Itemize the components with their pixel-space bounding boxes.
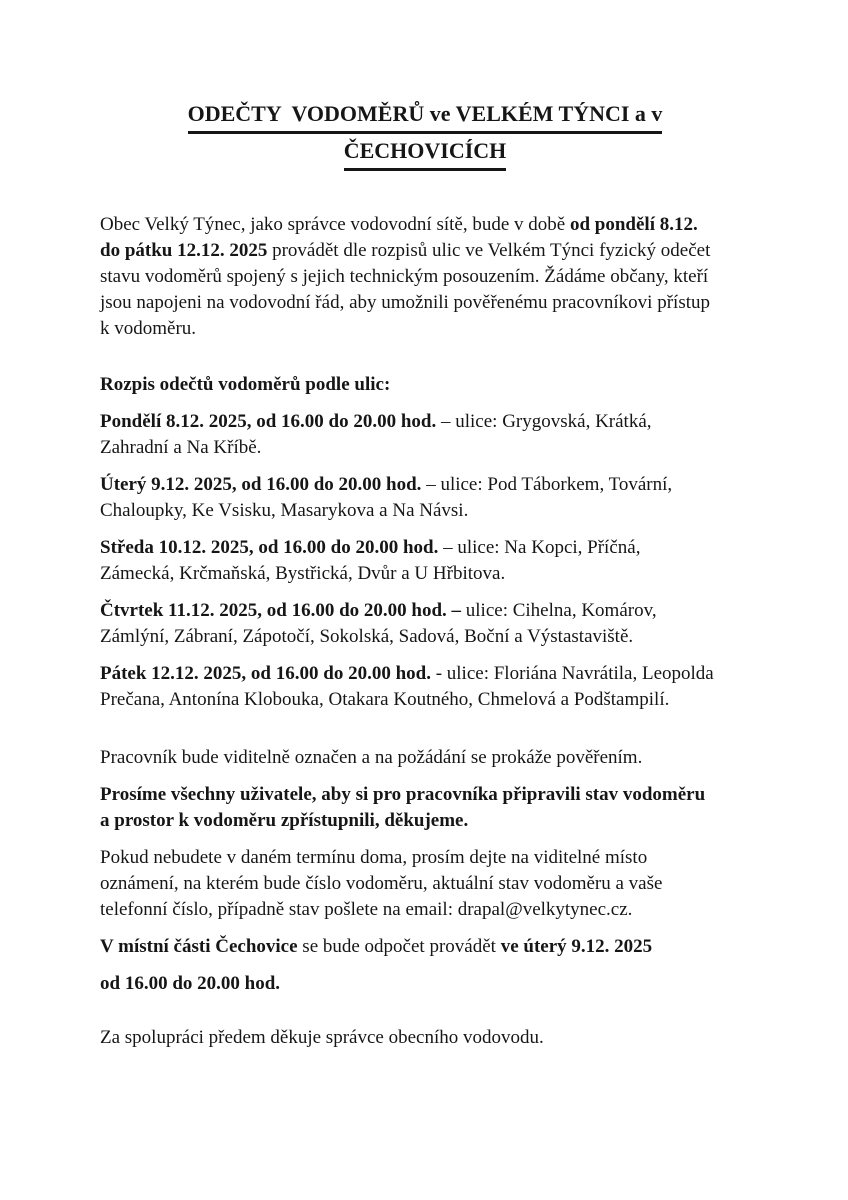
bold-text-run: ve úterý 9.12. 2025 bbox=[500, 936, 653, 957]
text-line bbox=[100, 871, 750, 897]
text-line bbox=[100, 661, 750, 687]
text-run: Zahradní a Na Kříbě. bbox=[100, 437, 262, 458]
schedule-thursday bbox=[100, 598, 750, 650]
text-run: Obec Velký Týnec, jako správce vodovodní sítě, bude v době bbox=[100, 214, 570, 235]
bold-text-run: Čtvrtek 11.12. 2025, od 16.00 do 20.00 hod. – bbox=[100, 600, 462, 621]
worker-id-paragraph bbox=[100, 745, 750, 771]
text-run: provádět dle rozpisů ulic ve Velkém Týnci fyzický odečet bbox=[267, 240, 711, 261]
text-line bbox=[100, 845, 750, 871]
absence-instructions-paragraph bbox=[100, 845, 750, 923]
bold-text-run: a prostor k vodoměru zpřístupnili, děkujeme. bbox=[100, 810, 469, 831]
text-line bbox=[100, 561, 750, 587]
text-run: – ulice: Na Kopci, Příčná, bbox=[438, 537, 641, 558]
bold-text-run: od 16.00 do 20.00 hod. bbox=[100, 973, 281, 994]
schedule-heading bbox=[100, 372, 750, 398]
intro-paragraph bbox=[100, 212, 750, 342]
text-run: – ulice: Pod Táborkem, Tovární, bbox=[421, 474, 673, 495]
text-run: se bude odpočet provádět bbox=[297, 936, 501, 957]
text-run: ulice: Cihelna, Komárov, bbox=[461, 600, 657, 621]
bold-text-run: Prosíme všechny uživatele, aby si pro pracovníka připravili stav vodoměru bbox=[100, 784, 706, 805]
text-line bbox=[100, 782, 750, 808]
cechovice-paragraph bbox=[100, 934, 750, 960]
text-run: jsou napojeni na vodovodní řád, aby umožnili pověřenému pracovníkovi přístup bbox=[100, 292, 710, 313]
document-body bbox=[100, 212, 750, 1051]
bold-text-run: od pondělí 8.12. bbox=[569, 214, 698, 235]
text-run: Zámecká, Krčmaňská, Bystřická, Dvůr a U Hřbitova. bbox=[100, 563, 506, 584]
document-title bbox=[100, 97, 750, 171]
text-line bbox=[100, 212, 750, 238]
text-run: Zámlýní, Zábraní, Zápotočí, Sokolská, Sadová, Boční a Výstastaviště. bbox=[100, 626, 634, 647]
cechovice-time-paragraph bbox=[100, 971, 750, 997]
bold-text-run: do pátku 12.12. 2025 bbox=[100, 240, 268, 261]
document-title-line: ODEČTY VODOMĚRŮ ve VELKÉM TÝNCI a v bbox=[100, 97, 750, 134]
request-paragraph bbox=[100, 782, 750, 834]
text-line bbox=[100, 624, 750, 650]
text-run: Za spolupráci předem děkuje správce obecního vodovodu. bbox=[100, 1027, 544, 1048]
text-run: – ulice: Grygovská, Krátká, bbox=[436, 411, 652, 432]
text-line bbox=[100, 409, 750, 435]
text-line bbox=[100, 808, 750, 834]
text-line bbox=[100, 745, 750, 771]
text-run: telefonní číslo, případně stav pošlete na email: drapal@velkytynec.cz. bbox=[100, 899, 633, 920]
text-line bbox=[100, 372, 750, 398]
schedule-tuesday bbox=[100, 472, 750, 524]
text-line bbox=[100, 498, 750, 524]
text-line bbox=[100, 472, 750, 498]
schedule-friday bbox=[100, 661, 750, 713]
bold-text-run: Pátek 12.12. 2025, od 16.00 do 20.00 hod. bbox=[100, 663, 431, 684]
text-line bbox=[100, 290, 750, 316]
bold-text-run: V místní části Čechovice bbox=[100, 936, 298, 957]
bold-text-run: Středa 10.12. 2025, od 16.00 do 20.00 hod. bbox=[100, 537, 439, 558]
text-line bbox=[100, 934, 750, 960]
bold-text-run: Úterý 9.12. 2025, od 16.00 do 20.00 hod. bbox=[100, 474, 422, 495]
bold-text-run: Rozpis odečtů vodoměrů podle ulic: bbox=[100, 374, 391, 395]
text-line bbox=[100, 687, 750, 713]
closing-paragraph bbox=[100, 1025, 750, 1051]
text-run: Pracovník bude viditelně označen a na požádání se prokáže pověřením. bbox=[100, 747, 643, 768]
text-run: Chaloupky, Ke Vsisku, Masarykova a Na Návsi. bbox=[100, 500, 469, 521]
text-line bbox=[100, 316, 750, 342]
text-run: Pokud nebudete v daném termínu doma, prosím dejte na viditelné místo bbox=[100, 847, 648, 868]
text-run: - ulice: Floriána Navrátila, Leopolda bbox=[430, 663, 714, 684]
text-line bbox=[100, 535, 750, 561]
text-line bbox=[100, 897, 750, 923]
text-run: Prečana, Antonína Klobouka, Otakara Koutného, Chmelová a Podštampilí. bbox=[100, 689, 670, 710]
text-line bbox=[100, 1025, 750, 1051]
text-line bbox=[100, 971, 750, 997]
text-line bbox=[100, 435, 750, 461]
schedule-wednesday bbox=[100, 535, 750, 587]
text-line bbox=[100, 264, 750, 290]
text-line bbox=[100, 598, 750, 624]
text-run: stavu vodoměrů spojený s jejich technickým posouzením. Žádáme občany, kteří bbox=[100, 266, 709, 287]
text-run: k vodoměru. bbox=[100, 318, 197, 339]
text-line bbox=[100, 238, 750, 264]
document-title-line: ČECHOVICÍCH bbox=[100, 134, 750, 171]
bold-text-run: Pondělí 8.12. 2025, od 16.00 do 20.00 hod. bbox=[100, 411, 437, 432]
text-run: oznámení, na kterém bude číslo vodoměru, aktuální stav vodoměru a vaše bbox=[100, 873, 663, 894]
schedule-monday bbox=[100, 409, 750, 461]
